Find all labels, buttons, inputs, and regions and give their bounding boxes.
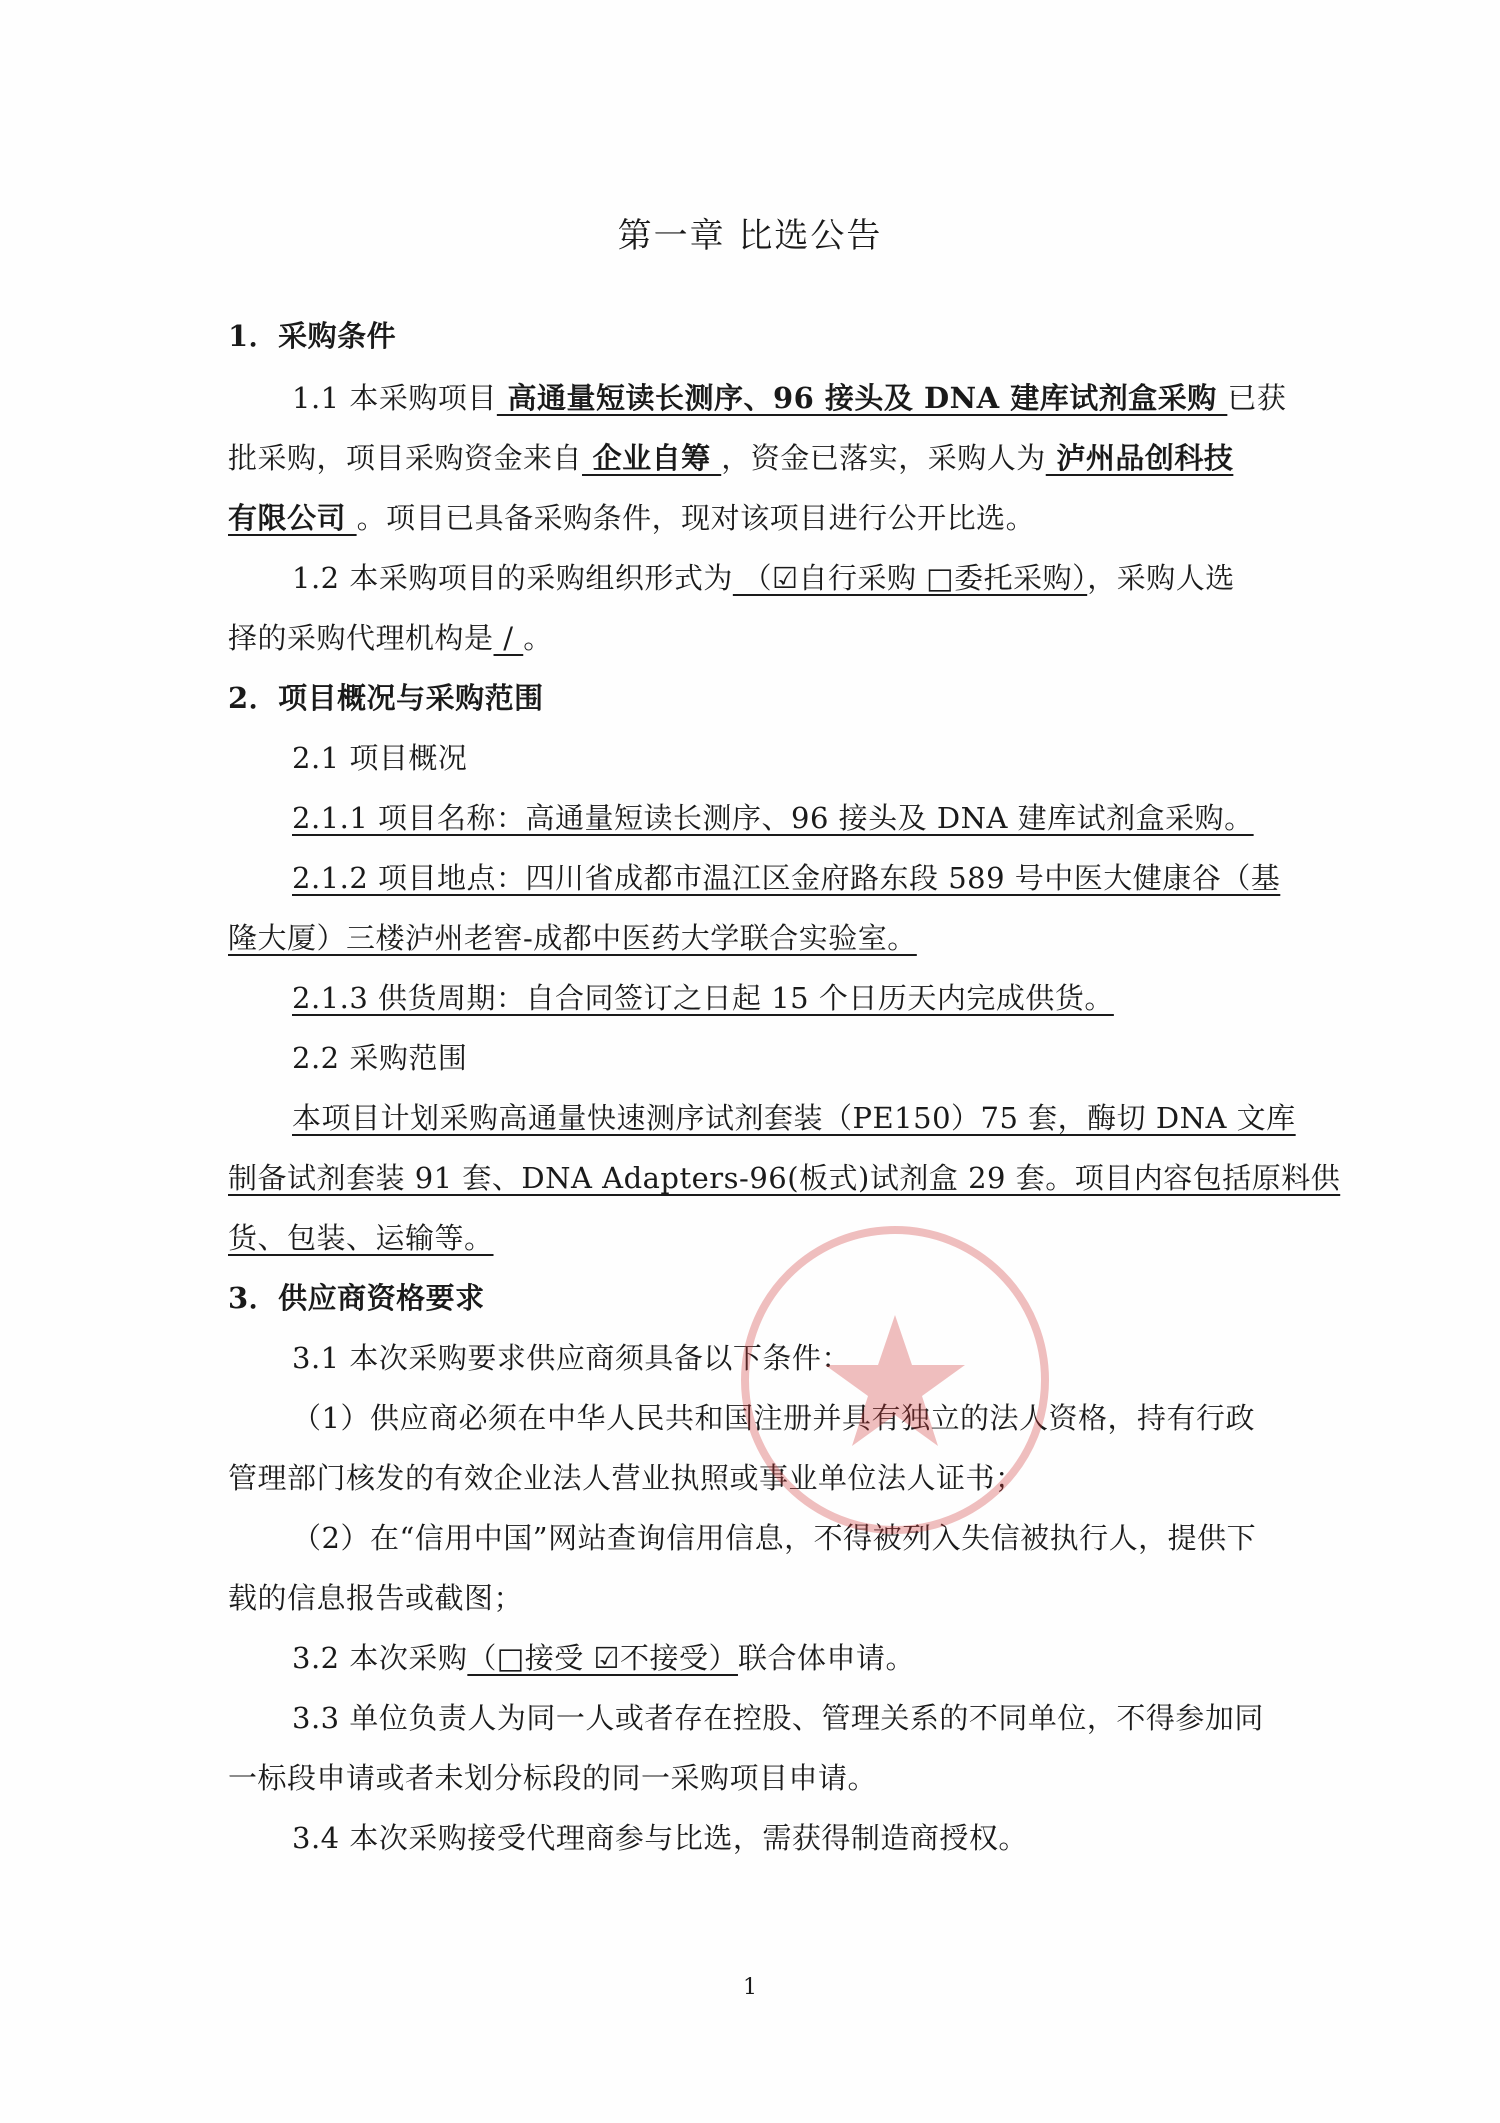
item-2-1-3: 2.1.3 供货周期：自合同签订之日起 15 个日历天内完成供货。 [292,981,1114,1015]
paragraph-3-3-line-2: 一标段申请或者未划分标段的同一采购项目申请。 [228,1761,878,1795]
text: 已获 [1227,381,1287,415]
text: ，采购人选 [1087,561,1235,595]
text: 1.2 本采购项目的采购组织形式为 [292,561,733,595]
text: 。 [523,621,553,655]
paragraph-3-2 [292,1640,915,1676]
scope-line-1: 本项目计划采购高通量快速测序试剂套装（PE150）75 套，酶切 DNA 文库 [292,1101,1296,1135]
text: 1.1 本采购项目 [292,381,497,415]
paragraph-1-1-line-3 [228,500,1035,536]
text: 择的采购代理机构是 [228,621,494,655]
condition-2-line-1: （2）在“信用中国”网站查询信用信息，不得被列入失信被执行人，提供下 [292,1521,1257,1555]
consortium-field: （□接受 ☑不接受） [467,1641,738,1675]
text: 批采购，项目采购资金来自 [228,441,583,475]
purchaser-field: 泸州品创科技 [1045,441,1234,475]
paragraph-1-2-line-2 [228,620,553,656]
condition-1-line-1: （1）供应商必须在中华人民共和国注册并具有独立的法人资格，持有行政 [292,1401,1255,1435]
funding-source-field: 企业自筹 [582,441,722,475]
paragraph-1-1-line-2 [228,440,1233,476]
paragraph-3-1: 3.1 本次采购要求供应商须具备以下条件： [292,1341,851,1375]
purchaser-field-cont: 有限公司 [228,501,357,535]
paragraph-1-2-line-1 [292,560,1235,596]
text: ，资金已落实，采购人为 [721,441,1046,475]
text: 。项目已具备采购条件，现对该项目进行公开比选。 [356,501,1036,535]
condition-1-line-2: 管理部门核发的有效企业法人营业执照或事业单位法人证书； [228,1461,1025,1495]
paragraph-1-1-line-1 [292,380,1286,416]
item-2-1-2-line-2: 隆大厦）三楼泸州老窖-成都中医药大学联合实验室。 [228,921,917,955]
scope-line-2: 制备试剂套装 91 套、DNA Adapters-96(板式)试剂盒 29 套。项目内容包括原料供 [228,1161,1341,1195]
agency-field: / [493,621,524,655]
section-3-heading: 3．供应商资格要求 [228,1281,485,1315]
project-name-field: 高通量短读长测序、96 接头及 DNA 建库试剂盒采购 [496,381,1228,415]
paragraph-3-3-line-1: 3.3 单位负责人为同一人或者存在控股、管理关系的不同单位，不得参加同 [292,1701,1264,1735]
text: 联合体申请。 [737,1641,915,1675]
subsection-2-1: 2.1 项目概况 [292,741,468,775]
text: 3.2 本次采购 [292,1641,468,1675]
section-2-heading: 2．项目概况与采购范围 [228,681,544,715]
condition-2-line-2: 载的信息报告或截图； [228,1581,524,1615]
scope-line-3: 货、包装、运输等。 [228,1221,494,1255]
item-2-1-2-line-1: 2.1.2 项目地点：四川省成都市温江区金府路东段 589 号中医大健康谷（基 [292,861,1281,895]
paragraph-3-4: 3.4 本次采购接受代理商参与比选，需获得制造商授权。 [292,1821,1028,1855]
page-number: 1 [743,1975,757,2000]
item-2-1-1: 2.1.1 项目名称：高通量短读长测序、96 接头及 DNA 建库试剂盒采购。 [292,801,1254,835]
subsection-2-2: 2.2 采购范围 [292,1041,468,1075]
section-1-heading: 1．采购条件 [228,319,397,353]
page-title: 第一章 比选公告 [617,216,883,256]
organization-form-field: （☑自行采购 □委托采购） [732,561,1088,595]
